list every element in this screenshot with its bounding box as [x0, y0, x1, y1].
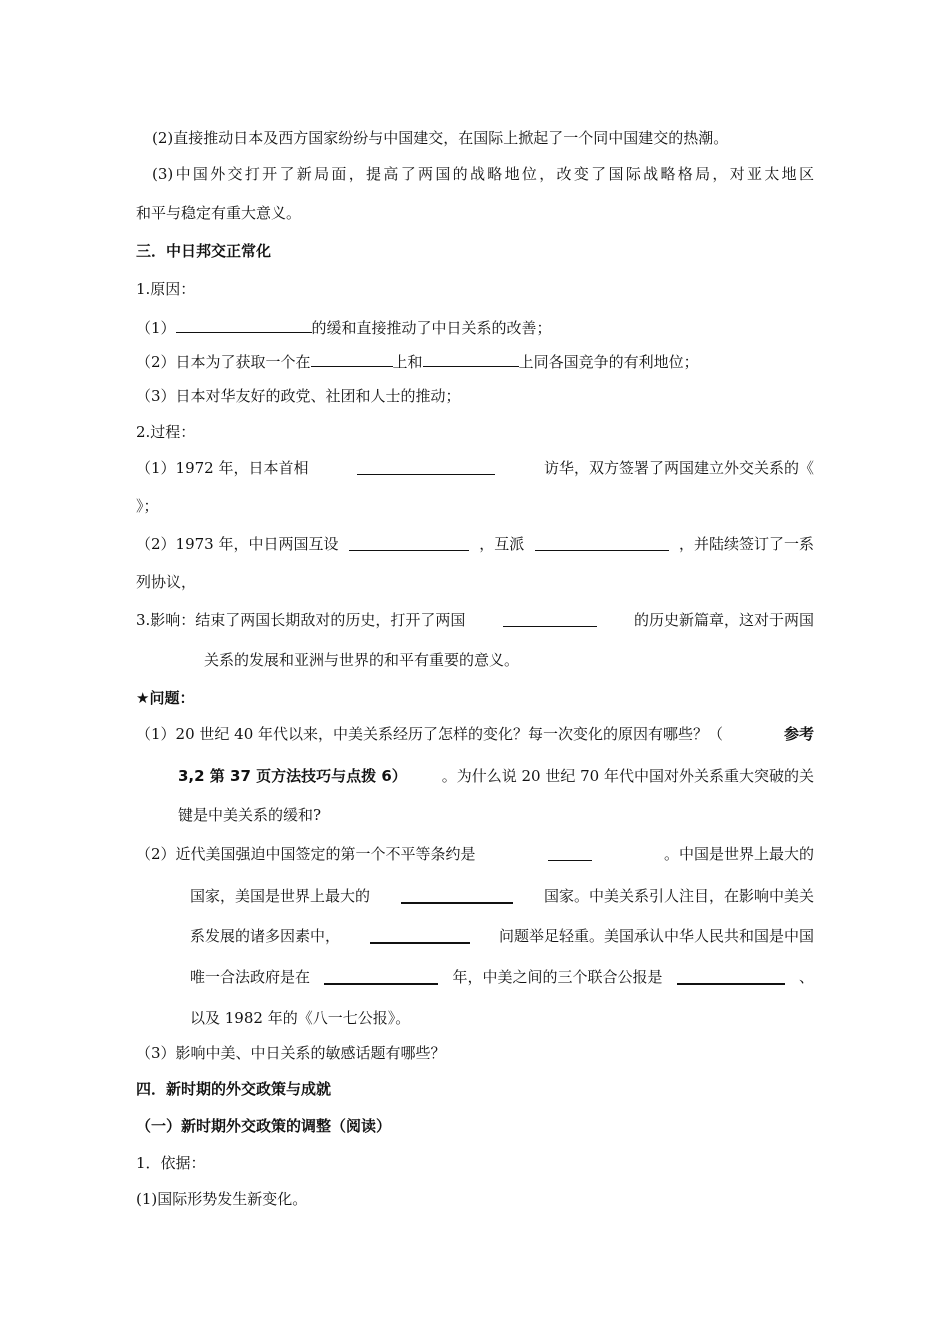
- text: 。为什么说 20 世纪 70 年代中国对外关系重大突破的关: [441, 767, 814, 785]
- text: ，并陆续签订了一系: [678, 535, 814, 553]
- question-1-line: [136, 724, 814, 744]
- text: 的缓和直接推动了中日关系的改善；: [311, 319, 552, 337]
- question-2-line: [190, 886, 814, 906]
- process-item-cont: 列协议，: [136, 573, 197, 591]
- text: 3.影响：结束了两国长期敌对的历史，打开了两国: [136, 611, 466, 629]
- text: ，互派: [479, 535, 525, 553]
- impact-line: [136, 610, 814, 630]
- section-heading: 三．中日邦交正常化: [136, 242, 272, 260]
- question-2-line: [136, 844, 814, 864]
- text: (3)中国外交打开了新局面，提高了两国的战略地位，改变了国际战略格局，对亚太地区: [152, 165, 814, 183]
- question-1-line: 键是中美关系的缓和?: [178, 806, 322, 824]
- question-3-line: （3）影响中美、中日关系的敏感话题有哪些？: [136, 1044, 446, 1062]
- question-2-line: [190, 926, 814, 946]
- text: （2）近代美国强迫中国签定的第一个不平等条约是: [136, 845, 476, 863]
- text: （1）20 世纪 40 年代以来，中美关系经历了怎样的变化？每一次变化的原因有哪些？（: [136, 725, 724, 743]
- process-item: [136, 534, 814, 554]
- text: （2）1973 年，中日两国互设: [136, 535, 339, 553]
- question-2-line: 以及 1982 年的《八一七公报》。: [190, 1009, 411, 1027]
- text: 问题举足轻重。美国承认中华人民共和国是中国: [498, 927, 814, 945]
- process-item: [136, 458, 814, 478]
- question-1-line: [178, 766, 814, 786]
- process-item-cont: 》；: [136, 497, 159, 515]
- text: （2）日本为了获取一个在: [136, 353, 311, 371]
- basis-item: (1)国际形势发生新变化。: [136, 1190, 308, 1208]
- section-heading: 四．新时期的外交政策与成就: [136, 1080, 332, 1098]
- bold-text: 3,2 第 37 页方法技巧与点拨 6）: [178, 767, 407, 785]
- text: 访华，双方签署了两国建立外交关系的《: [543, 459, 814, 477]
- fill-blank[interactable]: [677, 967, 785, 985]
- fill-blank[interactable]: [548, 844, 592, 861]
- cause-item: [136, 316, 552, 338]
- text: 国家，美国是世界上最大的: [190, 887, 371, 905]
- question-2-line: [190, 967, 814, 987]
- paragraph-line: [136, 203, 301, 223]
- paragraph-line: [152, 164, 814, 184]
- subsection-heading: （一）新时期外交政策的调整（阅读）: [136, 1117, 392, 1135]
- subsection-title: 2.过程：: [136, 423, 196, 441]
- text: 、: [798, 968, 814, 986]
- text: 和平与稳定有重大意义。: [136, 204, 302, 222]
- subsection-title: 1．依据：: [136, 1154, 206, 1172]
- text: 上同各国竞争的有利地位；: [518, 353, 699, 371]
- bold-text: 参考: [783, 725, 814, 743]
- text: 年，中美之间的三个联合公报是: [452, 968, 663, 986]
- fill-blank[interactable]: [370, 926, 470, 944]
- text: （1）: [136, 319, 176, 337]
- fill-blank[interactable]: [311, 350, 393, 367]
- text: （1）1972 年，日本首相: [136, 459, 309, 477]
- fill-blank[interactable]: [423, 350, 519, 367]
- text: 唯一合法政府是在: [190, 968, 311, 986]
- fill-blank[interactable]: [176, 316, 312, 333]
- text: 。中国是世界上最大的: [663, 845, 814, 863]
- impact-line-cont: 关系的发展和亚洲与世界的和平有重要的意义。: [204, 651, 520, 669]
- text: 上和: [392, 353, 423, 371]
- questions-heading: ★问题：: [136, 689, 195, 707]
- fill-blank[interactable]: [349, 534, 469, 551]
- fill-blank[interactable]: [357, 458, 495, 475]
- paragraph-line: [152, 128, 728, 148]
- fill-blank[interactable]: [401, 886, 513, 904]
- text: (2)直接推动日本及西方国家纷纷与中国建交，在国际上掀起了一个同中国建交的热潮。: [152, 129, 729, 147]
- text: 系发展的诸多因素中，: [190, 927, 341, 945]
- text: 的历史新篇章，这对于两国: [633, 611, 814, 629]
- subsection-title: 1.原因：: [136, 280, 196, 298]
- fill-blank[interactable]: [324, 967, 438, 985]
- text: 国家。中美关系引人注目，在影响中美关: [543, 887, 814, 905]
- cause-item: （3）日本对华友好的政党、社团和人士的推动；: [136, 387, 461, 405]
- cause-item: [136, 350, 699, 372]
- fill-blank[interactable]: [535, 534, 669, 551]
- fill-blank[interactable]: [503, 610, 597, 627]
